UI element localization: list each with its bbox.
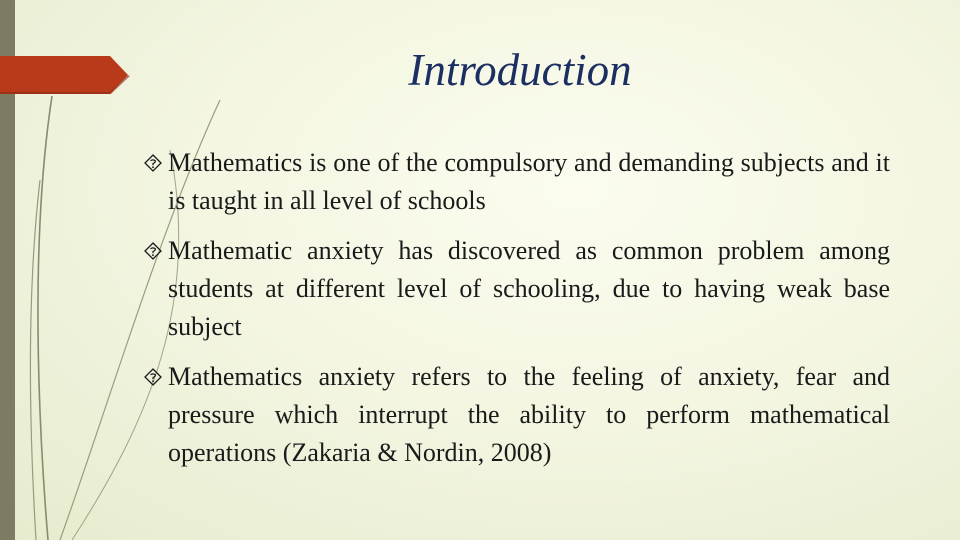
- slide-title: Introduction: [408, 45, 632, 95]
- bullet-text: Mathematic anxiety has discovered as common problem among students at different level of schooling, due to having weak base subject: [168, 236, 890, 341]
- accent-arrow-tab: [0, 56, 130, 94]
- bullet-item: [142, 232, 890, 346]
- bullet-list: [142, 144, 890, 484]
- diamond-bullet-icon: [144, 242, 162, 260]
- bullet-text: Mathematics is one of the compulsory and demanding subjects and it is taught in all level of schools: [168, 148, 890, 215]
- bullet-item: [142, 144, 890, 220]
- bullet-item: [142, 358, 890, 472]
- bullet-text: Mathematics anxiety refers to the feeling of anxiety, fear and pressure which interrupt the ability to perform mathematical operations (Zakaria & Nordin, 2008): [168, 362, 890, 467]
- diamond-bullet-icon: [144, 368, 162, 386]
- diamond-bullet-icon: [144, 154, 162, 172]
